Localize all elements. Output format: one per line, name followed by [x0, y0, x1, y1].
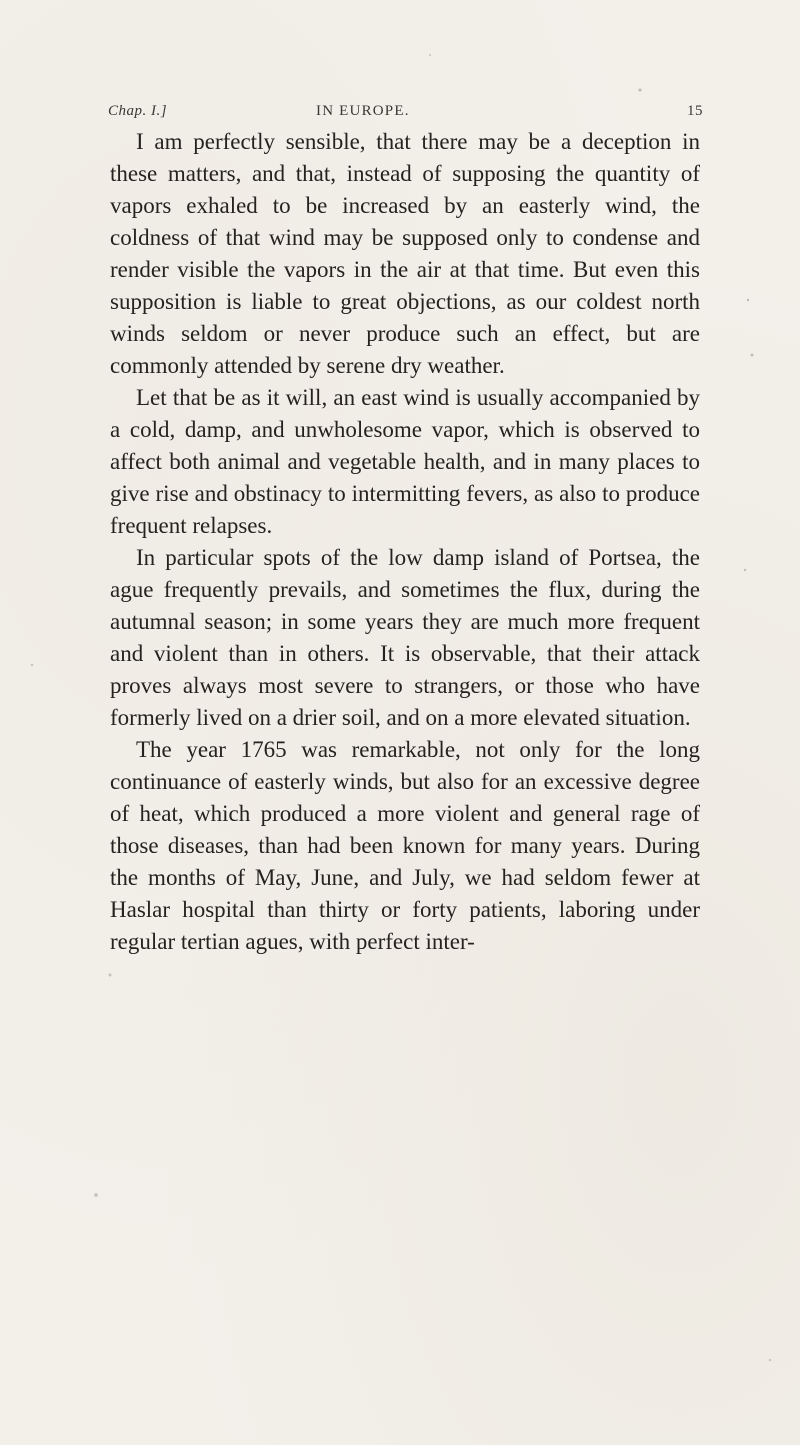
paragraph: The year 1765 was remarkable, not only for the long continuance of easterly winds, but also for an excessive degree of heat, which produced a more violent and general rage of those diseases, than had been known for many years. During the months of May, June, and July, we had seldom fewer at Haslar hospital than thirty or forty patients, laboring under regular tertian agues, with perfect inter- — [110, 737, 700, 954]
page-number: 15 — [687, 103, 703, 119]
page-body — [110, 126, 700, 958]
paragraph: I am perfectly sensible, that there may be a deception in these matters, and that, instead of supposing the quantity of vapors exhaled to be increased by an easterly wind, the coldness of that wind may be supposed only to condense and render visible the vapors in the air at that time. But even this supposition is liable to great objections, as our coldest north winds seldom or never produce such an effect, but are commonly attended by serene dry weather. — [110, 129, 700, 378]
paragraph: In particular spots of the low damp island of Portsea, the ague frequently prevails, and sometimes the flux, during the autumnal season; in some years they are much more frequent and violent than in others. It is observable, that their attack proves always most severe to strangers, or those who have formerly lived on a drier soil, and on a more elevated situation. — [110, 545, 700, 730]
chapter-reference: Chap. I.] — [108, 103, 168, 119]
running-header — [108, 103, 703, 127]
paragraph: Let that be as it will, an east wind is usually accompanied by a cold, damp, and unwholesome vapor, which is observed to affect both animal and vegetable health, and in many places to give rise and obstinacy to intermitting fevers, as also to produce frequent relapses. — [110, 385, 700, 538]
running-title: IN EUROPE. — [316, 103, 410, 119]
